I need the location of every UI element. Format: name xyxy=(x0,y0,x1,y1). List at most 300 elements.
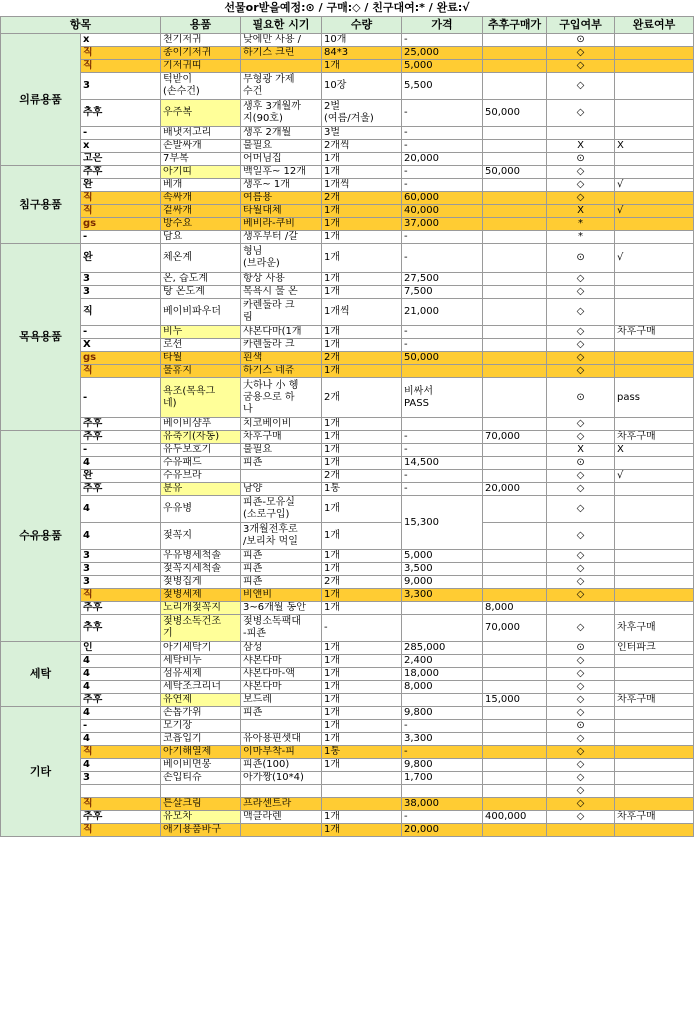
later-price-cell: 20,000 xyxy=(483,483,547,496)
qty-cell: 2개 xyxy=(322,192,402,205)
table-row xyxy=(1,326,694,339)
qty-cell: 1개 xyxy=(322,655,402,668)
table-row xyxy=(1,457,694,470)
status-cell: 추후 xyxy=(81,694,161,707)
item-cell: 턱받이 (손수건) xyxy=(161,73,241,100)
table-row xyxy=(1,642,694,655)
price-cell: - xyxy=(402,166,483,179)
done-cell xyxy=(615,339,694,352)
qty-cell: 1개 xyxy=(322,166,402,179)
purchased-cell: ◇ xyxy=(547,299,615,326)
item-cell: 세탁비누 xyxy=(161,655,241,668)
qty-cell: 2개 xyxy=(322,378,402,418)
table-row xyxy=(1,339,694,352)
qty-cell: 1개 xyxy=(322,205,402,218)
later-price-cell xyxy=(483,824,547,837)
table-row xyxy=(1,798,694,811)
qty-cell: 1개 xyxy=(322,218,402,231)
item-cell: 튼살크림 xyxy=(161,798,241,811)
qty-cell: 1개 xyxy=(322,602,402,615)
later-price-cell xyxy=(483,47,547,60)
purchased-cell: * xyxy=(547,231,615,244)
when-cell: 하기스 네츄 xyxy=(241,365,322,378)
item-cell: 우주복 xyxy=(161,100,241,127)
item-cell: 젖꼭지세척솔 xyxy=(161,563,241,576)
later-price-cell: 70,000 xyxy=(483,431,547,444)
table-row xyxy=(1,299,694,326)
table-row xyxy=(1,681,694,694)
table-row xyxy=(1,127,694,140)
done-cell xyxy=(615,192,694,205)
qty-cell: 2벌 (여름/겨울) xyxy=(322,100,402,127)
done-cell xyxy=(615,576,694,589)
qty-cell: 1개 xyxy=(322,326,402,339)
price-cell: - xyxy=(402,431,483,444)
status-cell: 직 xyxy=(81,205,161,218)
purchased-cell: ⊙ xyxy=(547,720,615,733)
price-cell: - xyxy=(402,470,483,483)
done-cell xyxy=(615,550,694,563)
qty-cell: 1개 xyxy=(322,231,402,244)
price-cell: - xyxy=(402,127,483,140)
price-cell: 285,000 xyxy=(402,642,483,655)
status-cell: 직 xyxy=(81,365,161,378)
later-price-cell xyxy=(483,286,547,299)
when-cell: 피죤-모유실 (소로구입) xyxy=(241,496,322,523)
item-cell: 세탁조크리너 xyxy=(161,681,241,694)
qty-cell: 1개 xyxy=(322,339,402,352)
done-cell xyxy=(615,589,694,602)
done-cell: 인터파크 xyxy=(615,642,694,655)
price-cell xyxy=(402,694,483,707)
price-cell: - xyxy=(402,339,483,352)
purchased-cell: ◇ xyxy=(547,563,615,576)
status-cell: - xyxy=(81,326,161,339)
status-cell: 4 xyxy=(81,457,161,470)
later-price-cell xyxy=(483,273,547,286)
status-cell: 추후 xyxy=(81,100,161,127)
table-row xyxy=(1,707,694,720)
status-cell: 4 xyxy=(81,681,161,694)
table-row xyxy=(1,166,694,179)
later-price-cell xyxy=(483,496,547,523)
item-cell: 방수요 xyxy=(161,218,241,231)
qty-cell: - xyxy=(322,615,402,642)
item-cell: 베이비면봉 xyxy=(161,759,241,772)
done-cell xyxy=(615,483,694,496)
item-cell: 온, 습도계 xyxy=(161,273,241,286)
done-cell: X xyxy=(615,444,694,457)
item-cell: 손발싸개 xyxy=(161,140,241,153)
done-cell xyxy=(615,47,694,60)
when-cell: 불필요 xyxy=(241,140,322,153)
item-cell: 모기장 xyxy=(161,720,241,733)
item-cell xyxy=(161,785,241,798)
when-cell xyxy=(241,720,322,733)
when-cell: 샤본다마 xyxy=(241,681,322,694)
qty-cell: 2개씩 xyxy=(322,140,402,153)
done-cell xyxy=(615,218,694,231)
later-price-cell xyxy=(483,352,547,365)
price-cell: 5,500 xyxy=(402,73,483,100)
table-row xyxy=(1,179,694,192)
purchased-cell: ◇ xyxy=(547,73,615,100)
done-cell xyxy=(615,523,694,550)
item-cell: 수유패드 xyxy=(161,457,241,470)
price-cell: - xyxy=(402,746,483,759)
purchased-cell: ◇ xyxy=(547,365,615,378)
done-cell xyxy=(615,824,694,837)
later-price-cell xyxy=(483,179,547,192)
purchased-cell: ◇ xyxy=(547,100,615,127)
purchased-cell: X xyxy=(547,140,615,153)
table-row xyxy=(1,470,694,483)
price-cell: - xyxy=(402,483,483,496)
item-cell: 아기해열제 xyxy=(161,746,241,759)
item-cell: 젖병집게 xyxy=(161,576,241,589)
table-row xyxy=(1,550,694,563)
done-cell: √ xyxy=(615,205,694,218)
table-row xyxy=(1,576,694,589)
purchased-cell: ◇ xyxy=(547,694,615,707)
status-cell: 완 xyxy=(81,244,161,273)
later-price-cell xyxy=(483,759,547,772)
when-cell: 이마부착-피 xyxy=(241,746,322,759)
when-cell: 샤본다마 xyxy=(241,655,322,668)
purchased-cell: ◇ xyxy=(547,746,615,759)
price-cell: 1,700 xyxy=(402,772,483,785)
done-cell xyxy=(615,772,694,785)
purchased-cell: ◇ xyxy=(547,655,615,668)
qty-cell: 1개 xyxy=(322,523,402,550)
price-cell: - xyxy=(402,811,483,824)
done-cell xyxy=(615,746,694,759)
price-cell: 20,000 xyxy=(402,153,483,166)
when-cell: 피죤 xyxy=(241,563,322,576)
price-cell: 21,000 xyxy=(402,299,483,326)
later-price-cell xyxy=(483,326,547,339)
price-cell: - xyxy=(402,444,483,457)
later-price-cell xyxy=(483,127,547,140)
price-cell: 15,300 xyxy=(402,496,483,550)
purchased-cell xyxy=(547,602,615,615)
when-cell: 맥클라렌 xyxy=(241,811,322,824)
when-cell: 피죤 xyxy=(241,707,322,720)
later-price-cell xyxy=(483,457,547,470)
status-cell: 3 xyxy=(81,772,161,785)
status-cell: 추후 xyxy=(81,418,161,431)
table-row xyxy=(1,759,694,772)
table-row xyxy=(1,418,694,431)
when-cell: 치코베이비 xyxy=(241,418,322,431)
qty-cell: 1개 xyxy=(322,457,402,470)
purchased-cell: ◇ xyxy=(547,60,615,73)
table-row xyxy=(1,602,694,615)
status-cell: 추후 xyxy=(81,483,161,496)
done-cell xyxy=(615,655,694,668)
status-cell: - xyxy=(81,720,161,733)
status-cell: 인 xyxy=(81,642,161,655)
status-cell: x xyxy=(81,34,161,47)
when-cell: 불필요 xyxy=(241,444,322,457)
done-cell xyxy=(615,563,694,576)
price-cell: 7,500 xyxy=(402,286,483,299)
qty-cell: 2개 xyxy=(322,470,402,483)
status-cell: - xyxy=(81,127,161,140)
when-cell: 샤본다마-액 xyxy=(241,668,322,681)
price-cell: 25,000 xyxy=(402,47,483,60)
qty-cell: 1개 xyxy=(322,60,402,73)
when-cell: 3개월전후로 /보리차 먹일 xyxy=(241,523,322,550)
table-row xyxy=(1,60,694,73)
table-row xyxy=(1,73,694,100)
qty-cell: 1개 xyxy=(322,431,402,444)
item-cell: 7부복 xyxy=(161,153,241,166)
done-cell xyxy=(615,166,694,179)
done-cell: √ xyxy=(615,470,694,483)
status-cell: 추후 xyxy=(81,615,161,642)
qty-cell: 84*3 xyxy=(322,47,402,60)
purchased-cell: X xyxy=(547,205,615,218)
baby-items-table xyxy=(0,16,694,837)
qty-cell: 1개씩 xyxy=(322,299,402,326)
status-cell: 직 xyxy=(81,589,161,602)
purchased-cell: ◇ xyxy=(547,668,615,681)
header-row xyxy=(1,17,694,34)
price-cell: 비싸서 PASS xyxy=(402,378,483,418)
status-cell: 추후 xyxy=(81,811,161,824)
status-cell: - xyxy=(81,231,161,244)
status-cell: 4 xyxy=(81,496,161,523)
table-row xyxy=(1,615,694,642)
status-cell: 3 xyxy=(81,563,161,576)
later-price-cell xyxy=(483,299,547,326)
when-cell: 형님 (브라운) xyxy=(241,244,322,273)
qty-cell: 1개 xyxy=(322,418,402,431)
item-cell: 코흡입기 xyxy=(161,733,241,746)
later-price-cell xyxy=(483,642,547,655)
status-cell: 4 xyxy=(81,523,161,550)
item-cell: 베개 xyxy=(161,179,241,192)
done-cell: √ xyxy=(615,179,694,192)
table-row xyxy=(1,772,694,785)
status-cell: 직 xyxy=(81,60,161,73)
table-row xyxy=(1,589,694,602)
done-cell xyxy=(615,273,694,286)
item-cell: 천기저귀 xyxy=(161,34,241,47)
purchased-cell: ◇ xyxy=(547,707,615,720)
status-cell: 4 xyxy=(81,759,161,772)
done-cell: X xyxy=(615,140,694,153)
purchased-cell: * xyxy=(547,218,615,231)
status-cell: 3 xyxy=(81,576,161,589)
table-row xyxy=(1,218,694,231)
done-cell xyxy=(615,286,694,299)
price-cell: 5,000 xyxy=(402,550,483,563)
later-price-cell xyxy=(483,563,547,576)
status-cell: 추후 xyxy=(81,602,161,615)
table-row xyxy=(1,286,694,299)
table-row xyxy=(1,244,694,273)
when-cell xyxy=(241,824,322,837)
item-cell: 탕 온도계 xyxy=(161,286,241,299)
item-cell: 물휴지 xyxy=(161,365,241,378)
qty-cell: 1개 xyxy=(322,759,402,772)
table-row xyxy=(1,231,694,244)
category-cell: 의류용품 xyxy=(1,34,81,166)
later-price-cell xyxy=(483,576,547,589)
status-cell: 3 xyxy=(81,73,161,100)
done-cell xyxy=(615,785,694,798)
later-price-cell xyxy=(483,153,547,166)
status-cell: 고은 xyxy=(81,153,161,166)
qty-cell: 1개 xyxy=(322,550,402,563)
table-row xyxy=(1,733,694,746)
done-cell xyxy=(615,127,694,140)
when-cell: 낮에만 사용 / xyxy=(241,34,322,47)
table-row xyxy=(1,352,694,365)
status-cell: 3 xyxy=(81,550,161,563)
later-price-cell xyxy=(483,231,547,244)
when-cell: 유아용핀셋대 xyxy=(241,733,322,746)
table-row xyxy=(1,563,694,576)
qty-cell: 1통 xyxy=(322,483,402,496)
item-cell: 노리개젖꼭지 xyxy=(161,602,241,615)
status-cell: - xyxy=(81,444,161,457)
header-done: 완료여부 xyxy=(615,17,694,34)
purchased-cell: ◇ xyxy=(547,339,615,352)
when-cell: 베비라-쿠비 xyxy=(241,218,322,231)
later-price-cell xyxy=(483,444,547,457)
item-cell: 우유병 xyxy=(161,496,241,523)
purchased-cell: ◇ xyxy=(547,496,615,523)
qty-cell: 3벌 xyxy=(322,127,402,140)
when-cell: 피죤(100) xyxy=(241,759,322,772)
status-cell: 직 xyxy=(81,746,161,759)
price-cell: 50,000 xyxy=(402,352,483,365)
purchased-cell: ◇ xyxy=(547,179,615,192)
purchased-cell: ◇ xyxy=(547,326,615,339)
done-cell: 차후구매 xyxy=(615,326,694,339)
done-cell xyxy=(615,352,694,365)
qty-cell: 1개 xyxy=(322,244,402,273)
price-cell xyxy=(402,602,483,615)
later-price-cell: 8,000 xyxy=(483,602,547,615)
later-price-cell xyxy=(483,34,547,47)
later-price-cell xyxy=(483,668,547,681)
table-row xyxy=(1,824,694,837)
price-cell: - xyxy=(402,140,483,153)
price-cell: 27,500 xyxy=(402,273,483,286)
purchased-cell: ⊙ xyxy=(547,244,615,273)
when-cell: 항상 사용 xyxy=(241,273,322,286)
purchased-cell: ◇ xyxy=(547,483,615,496)
purchased-cell: ◇ xyxy=(547,615,615,642)
purchased-cell: ◇ xyxy=(547,431,615,444)
purchased-cell: ◇ xyxy=(547,286,615,299)
done-cell: pass xyxy=(615,378,694,418)
when-cell: 피죤 xyxy=(241,550,322,563)
later-price-cell xyxy=(483,218,547,231)
item-cell: 로션 xyxy=(161,339,241,352)
when-cell: 남양 xyxy=(241,483,322,496)
done-cell xyxy=(615,668,694,681)
done-cell xyxy=(615,34,694,47)
table-row xyxy=(1,140,694,153)
when-cell: 여름용 xyxy=(241,192,322,205)
done-cell xyxy=(615,73,694,100)
item-cell: 유축기(자동) xyxy=(161,431,241,444)
purchased-cell: X xyxy=(547,444,615,457)
when-cell: 어머님집 xyxy=(241,153,322,166)
qty-cell: 10장 xyxy=(322,73,402,100)
later-price-cell: 400,000 xyxy=(483,811,547,824)
purchased-cell: ⊙ xyxy=(547,153,615,166)
when-cell: 3~6개월 동안 xyxy=(241,602,322,615)
table-row xyxy=(1,720,694,733)
price-cell: 60,000 xyxy=(402,192,483,205)
item-cell: 애기용품바구 xyxy=(161,824,241,837)
item-cell: 타월 xyxy=(161,352,241,365)
header-category: 항목 xyxy=(1,17,161,34)
purchased-cell: ◇ xyxy=(547,192,615,205)
later-price-cell xyxy=(483,785,547,798)
later-price-cell: 50,000 xyxy=(483,100,547,127)
qty-cell: 1개 xyxy=(322,496,402,523)
qty-cell: 1개 xyxy=(322,720,402,733)
when-cell: 카렌둘라 크 xyxy=(241,339,322,352)
later-price-cell: 15,000 xyxy=(483,694,547,707)
qty-cell xyxy=(322,785,402,798)
item-cell: 욕조(목욕그 네) xyxy=(161,378,241,418)
table-row xyxy=(1,523,694,550)
later-price-cell xyxy=(483,772,547,785)
qty-cell: 1개 xyxy=(322,811,402,824)
later-price-cell xyxy=(483,470,547,483)
qty-cell: 1개 xyxy=(322,824,402,837)
item-cell: 아기띠 xyxy=(161,166,241,179)
header-qty: 수량 xyxy=(322,17,402,34)
status-cell: x xyxy=(81,140,161,153)
when-cell: 차후구매 xyxy=(241,431,322,444)
status-cell xyxy=(81,785,161,798)
table-row xyxy=(1,668,694,681)
table-row xyxy=(1,378,694,418)
qty-cell: 2개 xyxy=(322,352,402,365)
done-cell: 차후구매 xyxy=(615,694,694,707)
status-cell: 3 xyxy=(81,273,161,286)
item-cell: 겉싸개 xyxy=(161,205,241,218)
purchased-cell: ⊙ xyxy=(547,378,615,418)
when-cell: 프라센트라 xyxy=(241,798,322,811)
price-cell: 3,300 xyxy=(402,733,483,746)
status-cell: 완 xyxy=(81,470,161,483)
status-cell: 완 xyxy=(81,179,161,192)
item-cell: 아기세탁기 xyxy=(161,642,241,655)
table-row xyxy=(1,746,694,759)
done-cell xyxy=(615,733,694,746)
when-cell: 무형광 가제 수건 xyxy=(241,73,322,100)
item-cell: 젖병소독건조 기 xyxy=(161,615,241,642)
item-cell: 우유병세척솔 xyxy=(161,550,241,563)
when-cell: 젖병소독팩대 -피죤 xyxy=(241,615,322,642)
when-cell xyxy=(241,470,322,483)
later-price-cell xyxy=(483,378,547,418)
when-cell: 생후~ 1개 xyxy=(241,179,322,192)
item-cell: 손입티슈 xyxy=(161,772,241,785)
qty-cell: 1개 xyxy=(322,642,402,655)
done-cell xyxy=(615,100,694,127)
